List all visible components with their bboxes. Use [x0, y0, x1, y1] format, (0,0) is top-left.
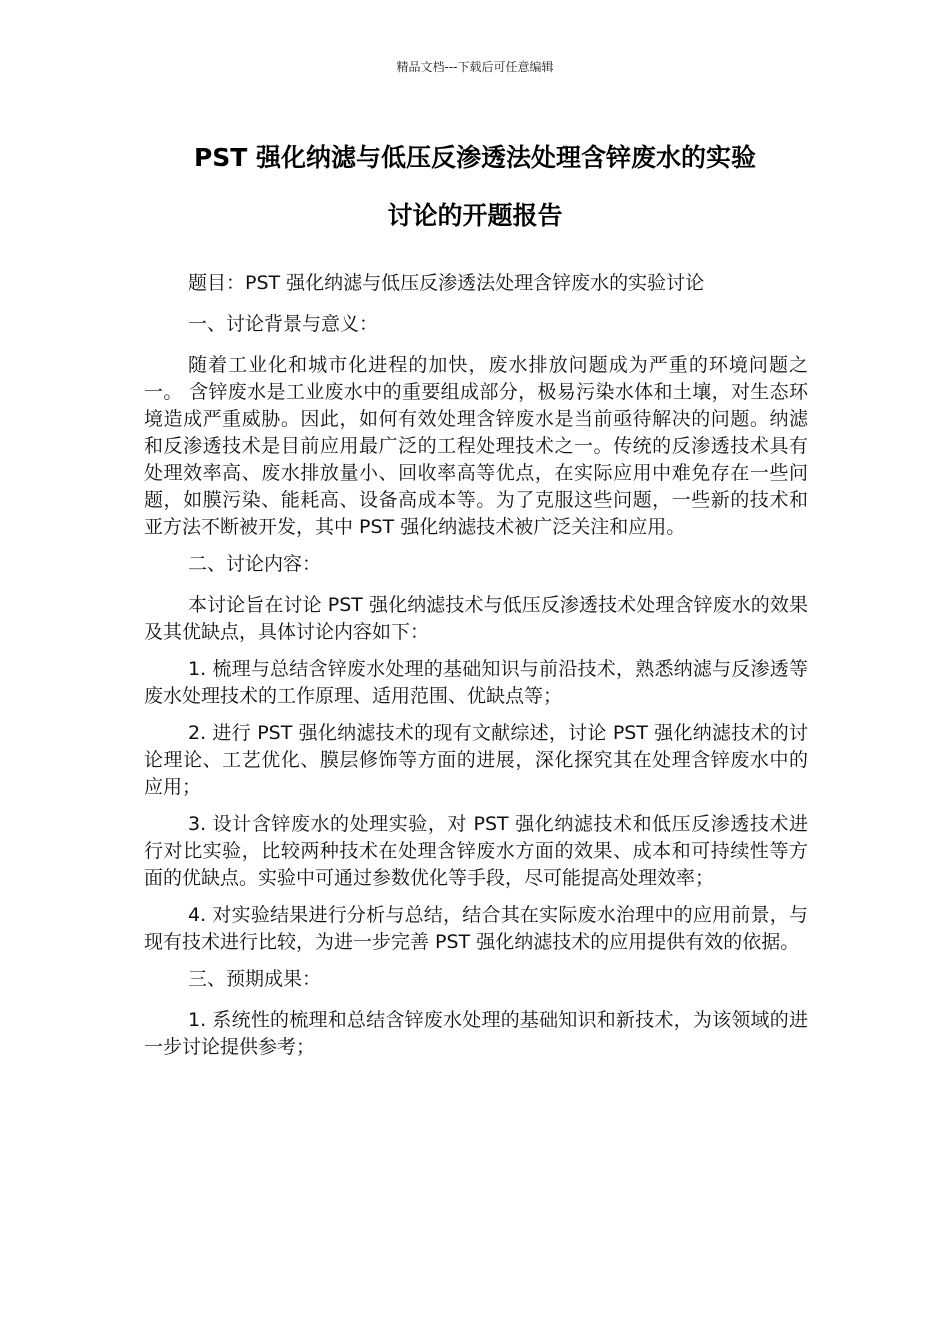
- background-paragraph: 随着工业化和城市化进程的加快，废水排放问题成为严重的环境问题之一。 含锌废水是工业废水中的重要组成部分，极易污染水体和土壤，对生态环境造成严重威胁。因此，如何有效处理含锌废水是当前亟待解决的问题。纳滤和反渗透技术是目前应用最广泛的工程处理技术之一。传统的反渗透技术具有处理效率高、废水排放量小、回收率高等优点，在实际应用中难免存在一些问题，如膜污染、能耗高、设备高成本等。为了克服这些问题，一些新的技术和亚方法不断被开发，其中 PST 强化纳滤技术被广泛关注和应用。: [144, 354, 808, 538]
- document-title-line-2: 讨论的开题报告: [387, 201, 563, 230]
- document-body: [144, 270, 808, 1071]
- content-item-2: 2. 进行 PST 强化纳滤技术的现有文献综述，讨论 PST 强化纳滤技术的讨论理论、工艺优化、膜层修饰等方面的进展，深化探究其在处理含锌废水中的应用；: [144, 722, 808, 798]
- section-heading-background: 一、讨论背景与意义：: [188, 313, 379, 335]
- section-heading-results: 三、预期成果：: [188, 968, 322, 990]
- page-header: 精品文档---下载后可任意编辑: [396, 60, 554, 74]
- document-title-line-1: PST 强化纳滤与低压反渗透法处理含锌废水的实验: [193, 143, 757, 172]
- content-intro-paragraph: 本讨论旨在讨论 PST 强化纳滤技术与低压反渗透技术处理含锌废水的效果及其优缺点，具体讨论内容如下：: [144, 594, 808, 643]
- content-item-3: 3. 设计含锌废水的处理实验，对 PST 强化纳滤技术和低压反渗透技术进行对比实验，比较两种技术在处理含锌废水方面的效果、成本和可持续性等方面的优缺点。实验中可通过参数优化等手段，尽可能提高处理效率；: [144, 813, 808, 889]
- content-item-4: 4. 对实验结果进行分析与总结，结合其在实际废水治理中的应用前景，与现有技术进行比较，为进一步完善 PST 强化纳滤技术的应用提供有效的依据。: [144, 904, 808, 953]
- results-item-1: 1. 系统性的梳理和总结含锌废水处理的基础知识和新技术，为该领域的进一步讨论提供参考；: [144, 1009, 808, 1058]
- content-item-1: 1. 梳理与总结含锌废水处理的基础知识与前沿技术，熟悉纳滤与反渗透等废水处理技术的工作原理、适用范围、优缺点等；: [144, 658, 808, 707]
- section-heading-content: 二、讨论内容：: [188, 553, 322, 575]
- topic-line: 题目：PST 强化纳滤与低压反渗透法处理含锌废水的实验讨论: [188, 272, 705, 294]
